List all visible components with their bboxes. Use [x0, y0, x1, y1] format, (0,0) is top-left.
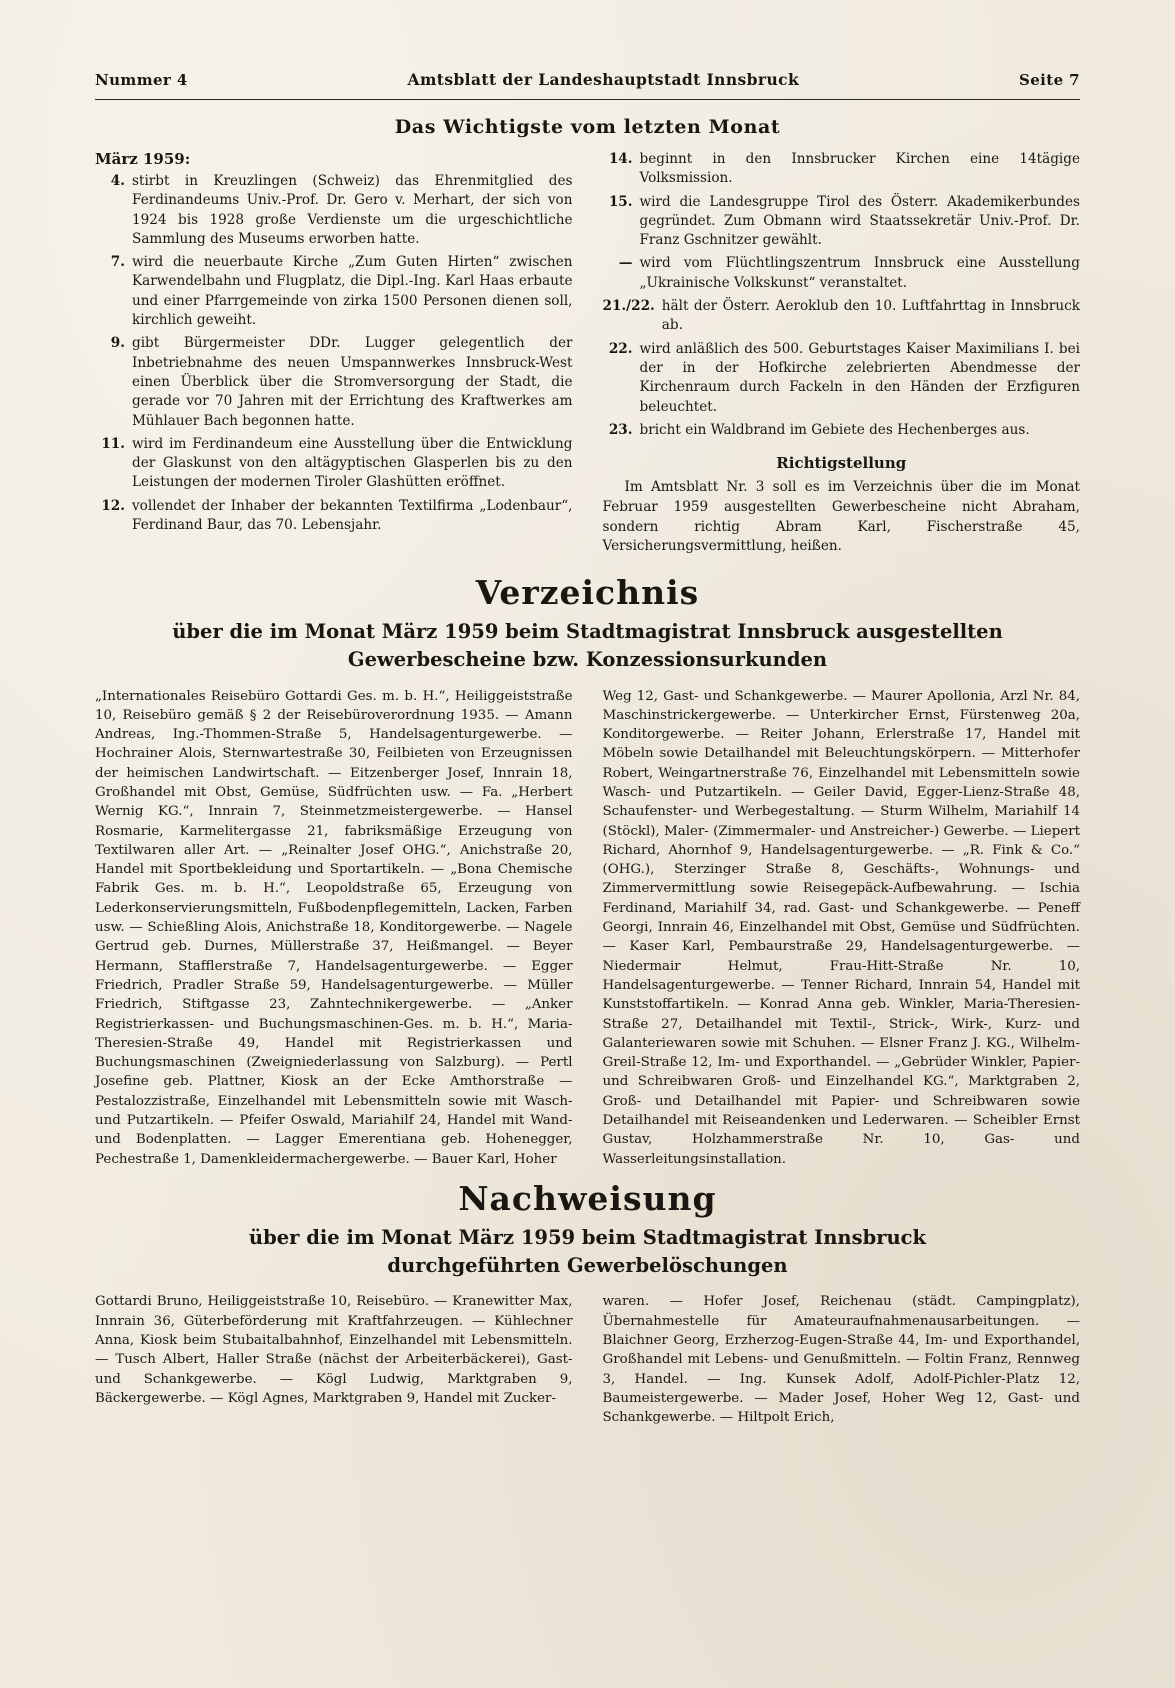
entry-text: wird anläßlich des 500. Geburtstages Kaiser Maximilians I. bei der in der Hofkirche zelebrierten Abendmesse der Kirchenraum durch Fackeln in den Händen der Erzfiguren beleuchtet. — [639, 340, 1080, 415]
entry-day: 9. — [110, 335, 125, 352]
issue-number: Nummer 4 — [95, 71, 188, 89]
entry-text: wird im Ferdinandeum eine Ausstellung über die Entwicklung der Glaskunst von den altägyptischen Glasperlen bis zu den Leistungen der modernen Tiroler Glashütten eröffnet. — [132, 435, 573, 491]
nachweisung-subtitle-line2: durchgeführten Gewerbelöschungen — [387, 1254, 788, 1278]
verzeichnis-columns — [95, 687, 1080, 1169]
list-item — [603, 254, 1081, 293]
entry-day: 11. — [101, 435, 125, 452]
nachweisung-right-text: waren. — Hofer Josef, Reichenau (städt. Campingplatz), Übernahmestelle für Amateuraufnahmenausarbeitungen. — Blaichner Georg, Erzherzog-Eugen-Straße 44, Im- und Exporthandel, Großhandel mit Lebens- und Genußmitteln. — Foltin Franz, Rennweg 3, Handel. — Ing. Kunsek Adolf, Adolf-Pichler-Platz 12, Baumeistergewerbe. — Mader Josef, Hoher Weg 12, Gast- und Schankgewerbe. — Hiltpolt Erich, — [602, 1294, 1080, 1426]
list-item — [95, 253, 573, 330]
month-label: März 1959: — [95, 150, 191, 168]
nachweisung-subtitle-line1: über die im Monat März 1959 beim Stadtmagistrat Innsbruck — [248, 1225, 927, 1249]
list-item — [95, 497, 573, 536]
entry-day: 7. — [110, 254, 125, 271]
section-title-nachweisung: Nachweisung — [458, 1178, 717, 1218]
entry-text: wird vom Flüchtlingszentrum Innsbruck eine Ausstellung „Ukrainische Volkskunst“ veranstaltet. — [639, 255, 1080, 291]
header-divider — [95, 99, 1080, 100]
entry-day: 22. — [608, 340, 633, 357]
list-item — [603, 421, 1081, 440]
list-item — [603, 150, 1081, 189]
page-number: Seite 7 — [1018, 71, 1080, 89]
entry-text: wird die Landesgruppe Tirol des Österr. Akademikerbundes gegründet. Zum Obmann wird Staatssekretär Univ.-Prof. Dr. Franz Gschnitzer gewählt. — [639, 193, 1080, 249]
entry-day: 4. — [110, 173, 125, 189]
entry-text: beginnt in den Innsbrucker Kirchen eine 14tägige Volksmission. — [639, 151, 1080, 187]
digest-list-left — [95, 172, 573, 535]
digest-list-right — [603, 150, 1081, 440]
correction-text: Im Amtsblatt Nr. 3 soll es im Verzeichnis über die im Monat Februar 1959 ausgestellten Gewerbescheine nicht Abraham, sondern richtig Abram Karl, Fischerstraße 45, Versicherungsvermittlung, heißen. — [602, 479, 1080, 555]
monthly-digest-left-column — [95, 150, 573, 563]
monthly-digest-columns — [95, 150, 1080, 563]
nachweisung-left-text: Gottardi Bruno, Heiliggeiststraße 10, Reisebüro. — Kranewitter Max, Innrain 36, Güterbeförderung mit Kraftfahrzeugen. — Kühlechner Anna, Kiosk beim Stubaitalbahnhof, Einzelhandel mit Lebensmitteln. — Tusch Albert, Haller Straße (nächst der Arbeiterbäckerei), Gast- und Schankgewerbe. — Kögl Ludwig, Marktgraben 9, Bäckergewerbe. — Kögl Agnes, Marktgraben 9, Handel mit Zucker- — [95, 1294, 573, 1406]
list-item — [603, 193, 1081, 251]
entry-day: 21./22. — [602, 298, 655, 315]
entry-day: — — [618, 255, 633, 272]
verzeichnis-subtitle — [95, 618, 1080, 675]
page-bottom-spacer — [95, 1428, 1080, 1438]
list-item — [603, 340, 1081, 417]
nachweisung-columns — [95, 1292, 1080, 1427]
section-title-monthly-digest: Das Wichtigste vom letzten Monat — [394, 116, 781, 138]
verzeichnis-subtitle-line2: Gewerbescheine bzw. Konzessionsurkunden — [347, 648, 828, 672]
entry-day: 14. — [608, 151, 633, 167]
list-item — [603, 297, 1081, 336]
publication-title: Amtsblatt der Landeshauptstadt Innsbruck — [407, 70, 800, 89]
entry-text: hält der Österr. Aeroklub den 10. Luftfahrttag in Innsbruck ab. — [661, 298, 1080, 334]
verzeichnis-left-text: „Internationales Reisebüro Gottardi Ges. m. b. H.“, Heiliggeiststraße 10, Reisebüro gemäß § 2 der Reisebüroverordnung 1935. — Amann Andreas, Ing.-Thommen-Straße 5, Handelsagenturgewerbe. — Hochrainer Alois, Sternwartestraße 30, Feilbieten von Erzeugnissen der heimischen Landwirtschaft. — Eitzenberger Josef, Innrain 18, Großhandel mit Obst, Gemüse, Südfrüchten usw. — Fa. „Herbert Wernig KG.“, Innrain 7, Steinmetzmeistergewerbe. — Hansel Rosmarie, Karmelitergasse 21, fabriksmäßige Erzeugung von Textilwaren aller Art. — „Reinalter Josef OHG.“, Anichstraße 20, Handel mit Sportbekleidung und Sportartikeln. — „Bona Chemische Fabrik Ges. m. b. H.“, Leopoldstraße 65, Erzeugung von Lederkonservierungsmitteln, Fußbodenpflegemitteln, Lacken, Farben usw. — Schießling Alois, Anichstraße 18, Konditorgewerbe. — Nagele Gertrud geb. Durnes, Müllerstraße 37, Heißmangel. — Beyer Hermann, Stafflerstraße 7, Handelsagenturgewerbe. — Egger Friedrich, Pradler Straße 59, Handelsagenturgewerbe. — Müller Friedrich, Stiftgasse 23, Zahntechnikergewerbe. — „Anker Registrierkassen- und Buchungsmaschinen-Ges. m. b. H.“, Maria-Theresien-Straße 49, Handel mit Registrierkassen und Buchungsmaschinen (Zweigniederlassung von Salzburg). — Pertl Josefine geb. Plattner, Kiosk an der Ecke Amthorstraße — Pestalozzistraße, Einzelhandel mit Lebensmitteln sowie mit Wasch- und Putzartikeln. — Pfeifer Oswald, Mariahilf 24, Handel mit Wand- und Bodenplatten. — Lagger Emerentiana geb. Hohenegger, Pechestraße 1, Damenkleidermachergewerbe. — Bauer Karl, Hoher — [95, 688, 573, 1167]
verzeichnis-right-column — [603, 687, 1081, 1169]
running-head — [95, 70, 1080, 95]
entry-text: vollendet der Inhaber der bekannten Textilfirma „Lodenbaur“, Ferdinand Baur, das 70. Lebensjahr. — [132, 497, 573, 534]
verzeichnis-subtitle-line1: über die im Monat März 1959 beim Stadtmagistrat Innsbruck ausgestellten — [172, 619, 1003, 643]
nachweisung-right-column — [603, 1292, 1081, 1427]
entry-day: 12. — [101, 497, 125, 514]
entry-text: wird die neuerbaute Kirche „Zum Guten Hirten“ zwischen Karwendelbahn und Flugplatz, die Dipl.-Ing. Karl Haas erbaute und einer Pfarrgemeinde von zirka 1500 Personen dienen soll, kirchlich geweiht. — [132, 254, 573, 329]
section-title-verzeichnis: Verzeichnis — [475, 572, 700, 612]
verzeichnis-right-text: Weg 12, Gast- und Schankgewerbe. — Maurer Apollonia, Arzl Nr. 84, Maschinstrickergewerbe. — Unterkircher Ernst, Fürstenweg 20a, Konditorgewerbe. — Reiter Johann, Erlerstraße 17, Handel mit Möbeln sowie Detailhandel mit Beleuchtungskörpern. — Mitterhofer Robert, Weingartnerstraße 76, Einzelhandel mit Lebensmitteln sowie Wasch- und Putzartikeln. — Geiler David, Egger-Lienz-Straße 48, Schaufenster- und Werbegestaltung. — Sturm Wilhelm, Mariahilf 14 (Stöckl), Maler- (Zimmermaler- und Anstreicher-) Gewerbe. — Liepert Richard, Ahornhof 9, Handelsagenturgewerbe. — „R. Fink & Co.“ (OHG.), Sterzinger Straße 8, Geschäfts-, Wohnungs- und Zimmervermittlung sowie Reisegepäck-Aufbewahrung. — Ischia Ferdinand, Mariahilf 34, rad. Gast- und Schankgewerbe. — Peneff Georgi, Innrain 46, Einzelhandel mit Obst, Gemüse und Südfrüchten. — Kaser Karl, Pembaurstraße 29, Handelsagenturgewerbe. — Niedermair Helmut, Frau-Hitt-Straße Nr. 10, Handelsagenturgewerbe. — Tenner Richard, Innrain 54, Handel mit Kunststoffartikeln. — Konrad Anna geb. Winkler, Maria-Theresien-Straße 27, Detailhandel mit Textil-, Strick-, Wirk-, Kurz- und Galanteriewaren sowie mit Schuhen. — Elsner Franz J. KG., Wilhelm-Greil-Straße 12, Im- und Exporthandel. — „Gebrüder Winkler, Papier- und Schreibwaren Groß- und Einzelhandel KG.“, Marktgraben 2, Groß- und Detailhandel mit Papier- und Schreibwaren sowie Detailhandel mit Reiseandenken und Lederwaren. — Scheibler Ernst Gustav, Holzhammerstraße Nr. 10, Gas- und Wasserleitungsinstallation. — [602, 688, 1080, 1167]
nachweisung-subtitle — [95, 1224, 1080, 1281]
correction-heading: Richtigstellung — [776, 454, 907, 473]
entry-day: 15. — [608, 193, 633, 210]
entry-day: 23. — [608, 421, 633, 438]
nachweisung-left-column — [95, 1292, 573, 1427]
list-item — [95, 334, 573, 430]
list-item — [95, 172, 573, 249]
entry-text: gibt Bürgermeister DDr. Lugger gelegentlich der Inbetriebnahme des neuen Umspannwerkes Innsbruck-West einen Überblick über die Stromversorgung der Stadt, die gerade vor 70 Jahren mit der Errichtung des Kraftwerkes am Mühlauer Bach begonnen hatte. — [132, 335, 573, 429]
list-item — [95, 435, 573, 493]
verzeichnis-left-column — [95, 687, 573, 1169]
monthly-digest-right-column — [603, 150, 1081, 563]
entry-text: bricht ein Waldbrand im Gebiete des Hechenberges aus. — [639, 421, 1030, 438]
entry-text: stirbt in Kreuzlingen (Schweiz) das Ehrenmitglied des Ferdinandeums Univ.-Prof. Dr. Gero v. Merhart, der sich von 1924 bis 1928 große Verdienste um die urgeschichtliche Sammlung des Museums erworben hatte. — [132, 173, 573, 247]
